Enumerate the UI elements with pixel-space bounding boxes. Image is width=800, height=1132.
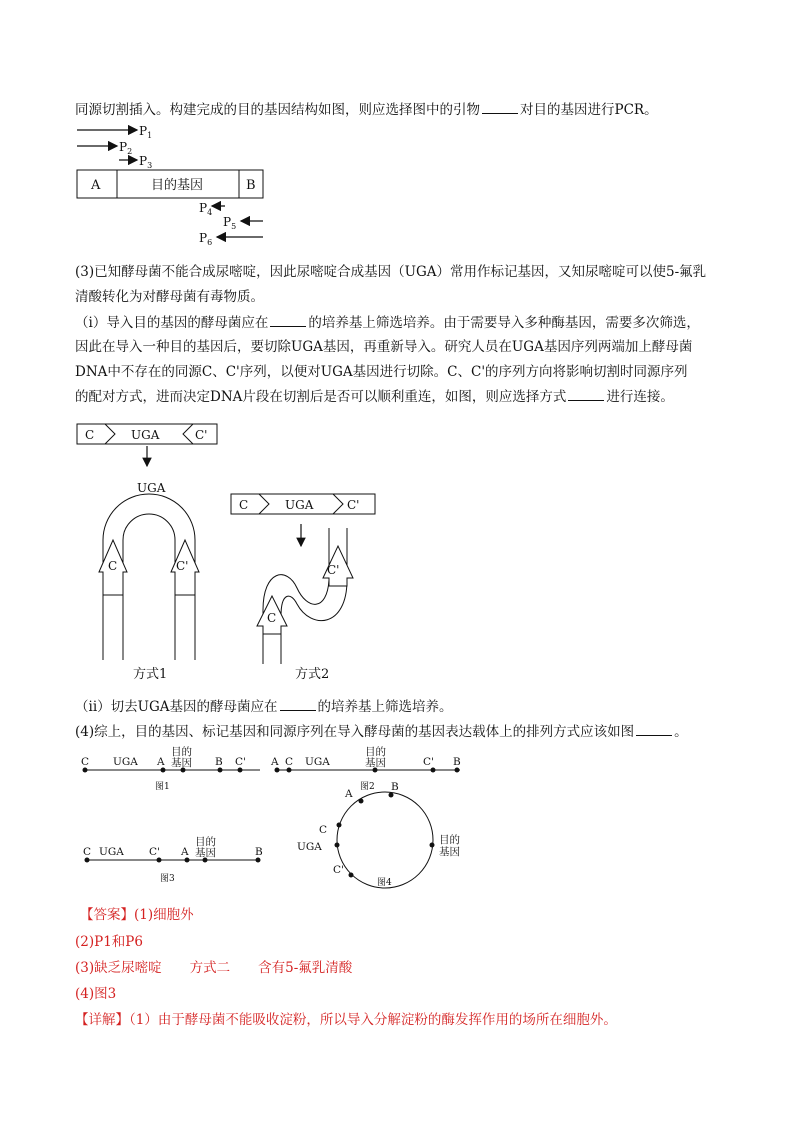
f1-c: C — [81, 756, 90, 768]
f3-uga: UGA — [99, 846, 124, 858]
answer-3-2: 方式二 — [189, 960, 231, 976]
answer-3-3: 含有5-氟乳清酸 — [258, 960, 353, 976]
f2-target: 目的 — [365, 746, 386, 758]
answer-blank[interactable] — [280, 698, 316, 711]
f4-cp: C' — [333, 864, 344, 876]
hairpin-cp: C' — [176, 559, 189, 573]
q3-i-b: 的培养基上筛选培养。由于需要导入多种酶基因，需要多次筛选， — [308, 315, 700, 331]
f1-a: A — [157, 756, 165, 768]
q3-line6-b: 进行连接。 — [606, 389, 674, 405]
f3-target: 目的 — [195, 836, 216, 848]
fig4-circle — [297, 781, 460, 888]
f3-gene: 基因 — [195, 847, 216, 859]
top-strip — [77, 424, 217, 444]
m2-c: C — [267, 611, 277, 625]
m2-cp: C' — [327, 563, 340, 577]
q3-ii-a: （ii）切去UGA基因的酵母菌应在 — [75, 699, 278, 715]
f3-cp: C' — [149, 846, 160, 858]
method2-s-curve — [257, 528, 353, 664]
p6-label: $P_6$ — [199, 231, 213, 247]
f4-uga: UGA — [297, 841, 322, 853]
box-a: A — [91, 178, 101, 193]
detail-text: （1）由于酵母菌不能吸收淀粉，所以导入分解淀粉的酶发挥作用的场所在细胞外。 — [129, 1012, 617, 1028]
answer-tag: 【答案】 — [80, 907, 134, 923]
q4-line — [75, 722, 688, 742]
detail-tag: 【详解】 — [75, 1012, 129, 1028]
f2-c: C — [285, 756, 294, 768]
f2-gene: 基因 — [365, 757, 386, 769]
f4-gene: 基因 — [439, 846, 460, 858]
m2-strip-cp: C' — [347, 498, 360, 512]
q3-i-a: （i）导入目的基因的酵母菌应在 — [75, 315, 269, 331]
method2-label: 方式2 — [295, 667, 330, 682]
m2-strip-c: C — [239, 498, 249, 512]
q2-text-a: 同源切割插入。构建完成的目的基因结构如图，则应选择图中的引物 — [75, 102, 480, 118]
q3-ii-b: 的培养基上筛选培养。 — [317, 699, 453, 715]
method1-label: 方式1 — [133, 667, 168, 682]
answer-4: (4)图3 — [75, 986, 117, 1002]
p2-label: $P_2$ — [119, 140, 133, 156]
method1-hairpin — [99, 481, 199, 660]
caption-fig1: 图1 — [155, 782, 170, 792]
p5-label: $P_5$ — [223, 215, 237, 231]
answer-line3 — [75, 958, 352, 978]
answer-3-1: (3)缺乏尿嘧啶 — [75, 960, 162, 976]
f1-target: 目的 — [171, 746, 192, 758]
q4-text-b: 。 — [674, 724, 688, 740]
p4-label: $P_4$ — [199, 201, 213, 217]
f1-uga: UGA — [113, 756, 138, 768]
q3-line4: 因此在导入一种目的基因后，要切除UGA基因，再重新导入。研究人员在UGA基因序列两端加上酵母菌 — [75, 339, 693, 355]
strip-c: C — [85, 428, 95, 442]
answer-1: (1)细胞外 — [134, 907, 194, 923]
p1-label: $P_1$ — [139, 124, 153, 140]
strip-uga: UGA — [131, 428, 160, 442]
f4-b: B — [391, 781, 399, 793]
f1-cp: C' — [235, 756, 246, 768]
q2-line — [75, 100, 658, 120]
f1-gene: 基因 — [171, 757, 192, 769]
answer-blank[interactable] — [568, 388, 604, 401]
answer-blank[interactable] — [270, 314, 306, 327]
caption-fig3: 图3 — [160, 874, 175, 884]
primer-figure — [75, 120, 295, 250]
f2-b: B — [453, 756, 461, 768]
method-figure — [75, 420, 395, 685]
fig3 — [83, 836, 263, 884]
f3-b: B — [255, 846, 263, 858]
caption-fig4: 图4 — [377, 878, 392, 888]
q2-text-b: 对目的基因进行PCR。 — [520, 102, 658, 118]
f3-a: A — [181, 846, 189, 858]
q3-line5: DNA中不存在的同源C、C'序列，以便对UGA基因进行切除。C、C'的序列方向将影响切割时同源序列 — [75, 364, 688, 380]
arrangement-figures — [75, 745, 495, 895]
fig2 — [270, 746, 461, 792]
q3-line6 — [75, 387, 674, 407]
answer-blank[interactable] — [636, 723, 672, 736]
answer-2: (2)P1和P6 — [75, 934, 143, 950]
p3-label: $P_3$ — [139, 154, 153, 170]
q3-line2: 清酸转化为对酵母菌有毒物质。 — [75, 289, 264, 305]
box-b: B — [246, 178, 256, 193]
caption-fig2: 图2 — [360, 782, 375, 792]
strip-cp: C' — [195, 428, 208, 442]
fig1 — [81, 746, 260, 792]
box-target-gene: 目的基因 — [151, 178, 204, 193]
f4-a: A — [345, 788, 353, 800]
hairpin-c: C — [108, 559, 118, 573]
f3-c: C — [83, 846, 92, 858]
f2-a: A — [271, 756, 279, 768]
q3-line1: (3)已知酵母菌不能合成尿嘧啶，因此尿嘧啶合成基因（UGA）常用作标记基因，又知尿嘧啶可以使5-氟乳 — [75, 264, 707, 280]
q4-text-a: (4)综上，目的基因、标记基因和同源序列在导入酵母菌的基因表达载体上的排列方式应该如图 — [75, 724, 635, 740]
answer-blank[interactable] — [482, 101, 518, 114]
q3-line6-a: 的配对方式，进而决定DNA片段在切割后是否可以顺利重连，如图，则应选择方式 — [75, 389, 567, 405]
q3-i-line — [75, 313, 700, 333]
f2-uga: UGA — [305, 756, 330, 768]
f4-c: C — [319, 824, 328, 836]
f2-cp: C' — [423, 756, 434, 768]
detail-line — [75, 1010, 617, 1030]
q3-ii-line — [75, 697, 453, 717]
f4-target: 目的 — [439, 834, 460, 846]
answer-line1 — [80, 905, 194, 925]
method2-strip — [231, 494, 375, 514]
hairpin-uga: UGA — [137, 481, 166, 495]
f1-b: B — [215, 756, 223, 768]
m2-strip-uga: UGA — [285, 498, 314, 512]
